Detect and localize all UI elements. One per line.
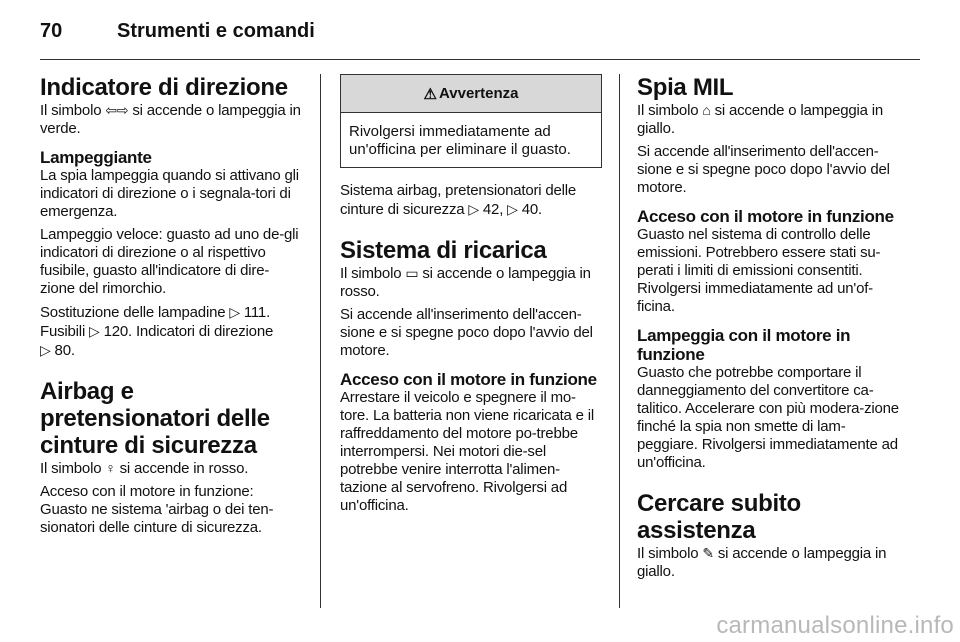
paragraph-turn-symbol: Il simbolo ⇦⇨ si accende o lampeggia in verde. bbox=[40, 102, 301, 137]
battery-icon: ▭ bbox=[405, 265, 419, 281]
heading-charging-running: Acceso con il motore in funzione bbox=[340, 370, 597, 389]
heading-service: Cercare subito assistenza bbox=[637, 490, 801, 544]
heading-charging: Sistema di ricarica bbox=[340, 237, 547, 264]
paragraph-references: Sostituzione delle lampadine ▷ 111. Fusibili ▷ 120. Indicatori di direzione ▷ 80. bbox=[40, 304, 274, 359]
page-reference-icon: ▷ bbox=[507, 201, 518, 217]
paragraph-charging-symbol: Il simbolo ▭ si accende o lampeggia in rosso. bbox=[340, 265, 591, 300]
page-reference-icon: ▷ bbox=[468, 201, 479, 217]
engine-check-icon: ⌂ bbox=[702, 102, 711, 118]
warning-box bbox=[340, 74, 602, 168]
column-divider-1 bbox=[320, 74, 321, 608]
page-header bbox=[40, 12, 920, 52]
paragraph-airbag-refs: Sistema airbag, pretensionatori delle cinture di sicurezza ▷ 42, ▷ 40. bbox=[340, 182, 577, 218]
paragraph-charging-ignition: Si accende all'inserimento dell'accen-sione e si spegne poco dopo l'avvio del motore. bbox=[340, 306, 593, 359]
paragraph-mil-running: Guasto nel sistema di controllo delle emissioni. Potrebbero essere stati su-perati i limiti di emissioni consentiti. Rivolgersi immediatamente ad un'of-ficina. bbox=[637, 226, 881, 315]
heading-mil-running: Acceso con il motore in funzione bbox=[637, 207, 894, 226]
airbag-icon: ♀ bbox=[105, 460, 116, 476]
paragraph-airbag-running: Acceso con il motore in funzione: Guasto ne sistema 'airbag o dei ten-sionatori delle cinture di sicurezza. bbox=[40, 483, 274, 536]
heading-flashing: Lampeggiante bbox=[40, 148, 152, 167]
wrench-icon: ✎ bbox=[702, 545, 714, 561]
column-divider-2 bbox=[619, 74, 620, 608]
column-3 bbox=[637, 74, 901, 581]
turn-signal-icon: ⇦⇨ bbox=[105, 102, 129, 118]
warning-header: ⚠ Avvertenza bbox=[341, 75, 601, 113]
paragraph-flashing-1: La spia lampeggia quando si attivano gli indicatori di direzione o i segnala-tori di emergenza. bbox=[40, 167, 299, 220]
section-title: Strumenti e comandi bbox=[117, 20, 315, 42]
paragraph-charging-running: Arrestare il veicolo e spegnere il mo-tore. La batteria non viene ricaricata e il raffreddamento del motore po-trebbe interrompersi. Nei motori die-sel potrebbe venire interrotta l'alimen-tazione al servofreno. Rivolgersi ad un'officina. bbox=[340, 389, 595, 514]
page-reference-icon: ▷ bbox=[229, 304, 240, 320]
paragraph-service-symbol: Il simbolo ✎ si accende o lampeggia in giallo. bbox=[637, 545, 887, 580]
paragraph-mil-symbol: Il simbolo ⌂ si accende o lampeggia in giallo. bbox=[637, 102, 884, 137]
warning-icon: ⚠ bbox=[423, 85, 437, 103]
paragraph-flashing-2: Lampeggio veloce: guasto ad uno de-gli indicatori di direzione o al rispettivo fusibile, guasto all'indicatore di dire-zione del rimorchio. bbox=[40, 226, 299, 297]
page-reference-icon: ▷ bbox=[40, 342, 51, 358]
column-2 bbox=[340, 74, 602, 515]
paragraph-mil-flashing: Guasto che potrebbe comportare il danneggiamento del convertitore ca-talitico. Accelerare con più modera-zione finché la spia non smette di lam-peggiare. Rivolgersi immediatamente ad un'officina. bbox=[637, 364, 899, 471]
paragraph-airbag-symbol: Il simbolo ♀ si accende in rosso. bbox=[40, 460, 249, 477]
warning-text: Rivolgersi immediatamente ad un'officina per eliminare il guasto. bbox=[349, 123, 571, 158]
watermark: carmanualsonline.info bbox=[716, 612, 954, 639]
page-number: 70 bbox=[40, 20, 63, 42]
heading-airbag: Airbag e pretensionatori delle cinture di sicurezza bbox=[40, 378, 270, 459]
header-divider bbox=[40, 59, 920, 60]
column-1 bbox=[40, 74, 302, 537]
heading-mil-flashing: Lampeggia con il motore in funzione bbox=[637, 326, 851, 364]
heading-turn-indicator: Indicatore di direzione bbox=[40, 74, 288, 101]
paragraph-mil-ignition: Si accende all'inserimento dell'accen-sione e si spegne poco dopo l'avvio del motore. bbox=[637, 143, 890, 196]
heading-mil: Spia MIL bbox=[637, 74, 734, 101]
page-reference-icon: ▷ bbox=[89, 323, 100, 339]
